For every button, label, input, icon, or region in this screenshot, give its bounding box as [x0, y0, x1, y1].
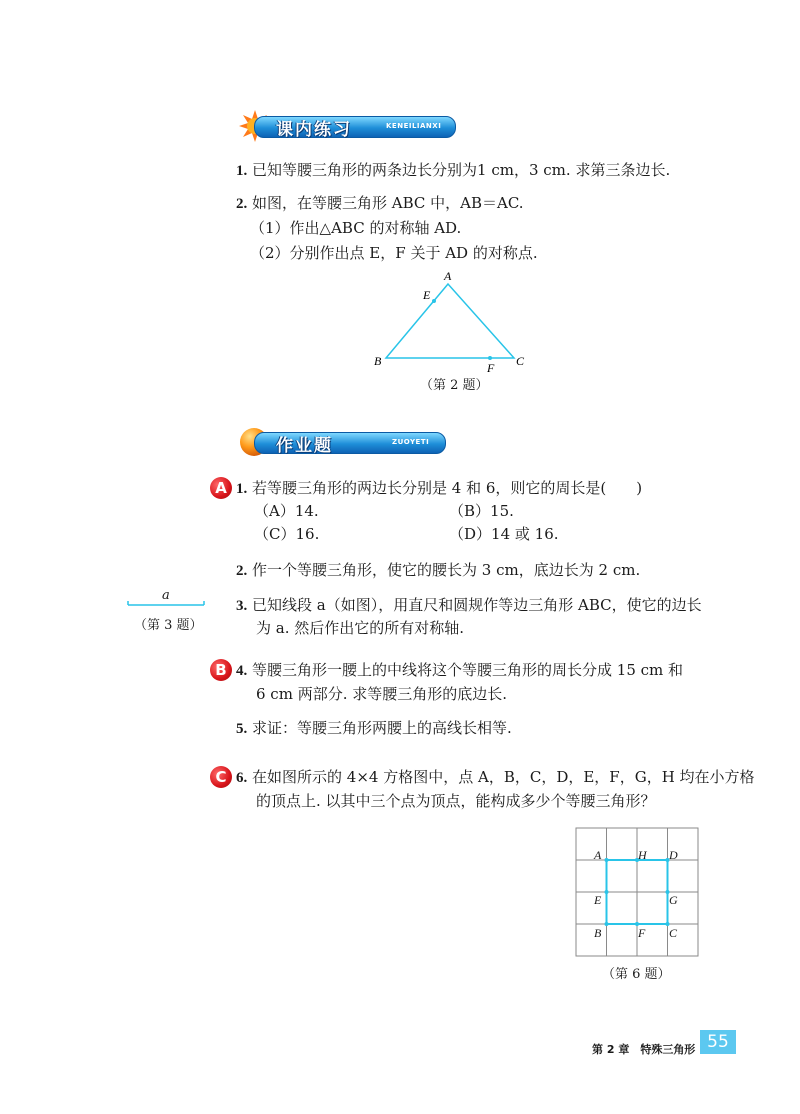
option-d: （D）14 或 16. — [449, 525, 559, 543]
option-c: （C）16. — [254, 525, 320, 543]
homework-question-4-line2: 6 cm 两部分. 求等腰三角形的底边长. — [256, 685, 508, 703]
question-text: 若等腰三角形的两边长分别是 4 和 6，则它的周长是( ) — [252, 479, 643, 497]
question-text: 已知线段 a（如图），用直尺和圆规作等边三角形 ABC，使它的边长 — [252, 596, 702, 614]
section-subtitle: ZUOYETI — [392, 438, 430, 446]
triangle-abc — [386, 284, 514, 358]
question-text: 作一个等腰三角形，使它的腰长为 3 cm，底边长为 2 cm. — [252, 561, 641, 579]
point-e — [432, 299, 436, 303]
label-e: E — [423, 288, 431, 302]
question-number: 5. — [236, 721, 248, 737]
question-number: 2. — [236, 563, 248, 579]
section-banner-homework — [238, 428, 458, 456]
label-f: F — [487, 361, 495, 375]
section-banner-practice — [238, 112, 458, 140]
question-text: 已知等腰三角形的两条边长分别为1 cm，3 cm. 求第三条边长. — [252, 161, 671, 179]
level-b-badge: B — [210, 659, 232, 681]
segment-a-figure — [126, 600, 208, 610]
label-c: C — [516, 354, 525, 368]
figure-caption: （第 2 题） — [420, 378, 489, 393]
question-number: 1. — [236, 163, 248, 179]
section-title: 作业题 — [276, 436, 333, 456]
segment-a-label: a — [162, 588, 170, 603]
homework-question-3-line2: 为 a. 然后作出它的所有对称轴. — [256, 619, 465, 637]
grid-label-a: A — [594, 848, 602, 862]
label-b: B — [374, 354, 382, 368]
homework-question-5 — [236, 718, 512, 739]
question-number: 1. — [236, 481, 248, 497]
page-number: 55 — [700, 1030, 736, 1054]
question-number: 6. — [236, 770, 248, 786]
question-number: 2. — [236, 196, 248, 212]
question-text: 求证：等腰三角形两腰上的高线长相等. — [252, 719, 512, 737]
homework-question-4 — [236, 660, 683, 681]
homework-question-6 — [236, 767, 755, 788]
homework-question-3 — [236, 595, 702, 616]
question-2-part-2: （2）分别作出点 E，F 关于 AD 的对称点. — [250, 244, 538, 262]
question-2 — [236, 193, 524, 214]
section-subtitle: KENEILIANXI — [386, 122, 442, 130]
figure-caption: （第 6 题） — [602, 967, 671, 982]
question-1 — [236, 160, 670, 181]
grid-label-h: H — [638, 848, 647, 862]
point-f — [488, 356, 492, 360]
question-text: 在如图所示的 4×4 方格图中，点 A，B，C，D，E，F，G，H 均在小方格 — [252, 768, 755, 786]
homework-question-1 — [236, 478, 642, 499]
label-a: A — [444, 269, 452, 283]
level-c-badge: C — [210, 766, 232, 788]
triangle-figure — [370, 268, 530, 380]
figure-caption: （第 3 题） — [134, 618, 203, 633]
question-number: 3. — [236, 598, 248, 614]
grid-label-d: D — [669, 848, 678, 862]
section-title: 课内练习 — [276, 120, 352, 140]
chapter-label: 第 2 章 特殊三角形 — [592, 1043, 696, 1056]
grid-label-g: G — [669, 893, 678, 907]
homework-question-6-line2: 的顶点上. 以其中三个点为顶点，能构成多少个等腰三角形？ — [256, 792, 656, 810]
question-2-part-1: （1）作出△ABC 的对称轴 AD. — [250, 219, 462, 237]
question-text: 如图，在等腰三角形 ABC 中，AB＝AC. — [252, 194, 524, 212]
level-a-badge: A — [210, 477, 232, 499]
question-number: 4. — [236, 663, 248, 679]
grid-label-b: B — [594, 926, 602, 940]
option-a: （A）14. — [254, 502, 319, 520]
grid-label-f: F — [638, 926, 646, 940]
grid-figure — [572, 826, 702, 960]
grid-label-c: C — [669, 926, 678, 940]
option-b: （B）15. — [449, 502, 514, 520]
question-text: 等腰三角形一腰上的中线将这个等腰三角形的周长分成 15 cm 和 — [252, 661, 684, 679]
grid-label-e: E — [594, 893, 602, 907]
homework-question-2 — [236, 560, 640, 581]
